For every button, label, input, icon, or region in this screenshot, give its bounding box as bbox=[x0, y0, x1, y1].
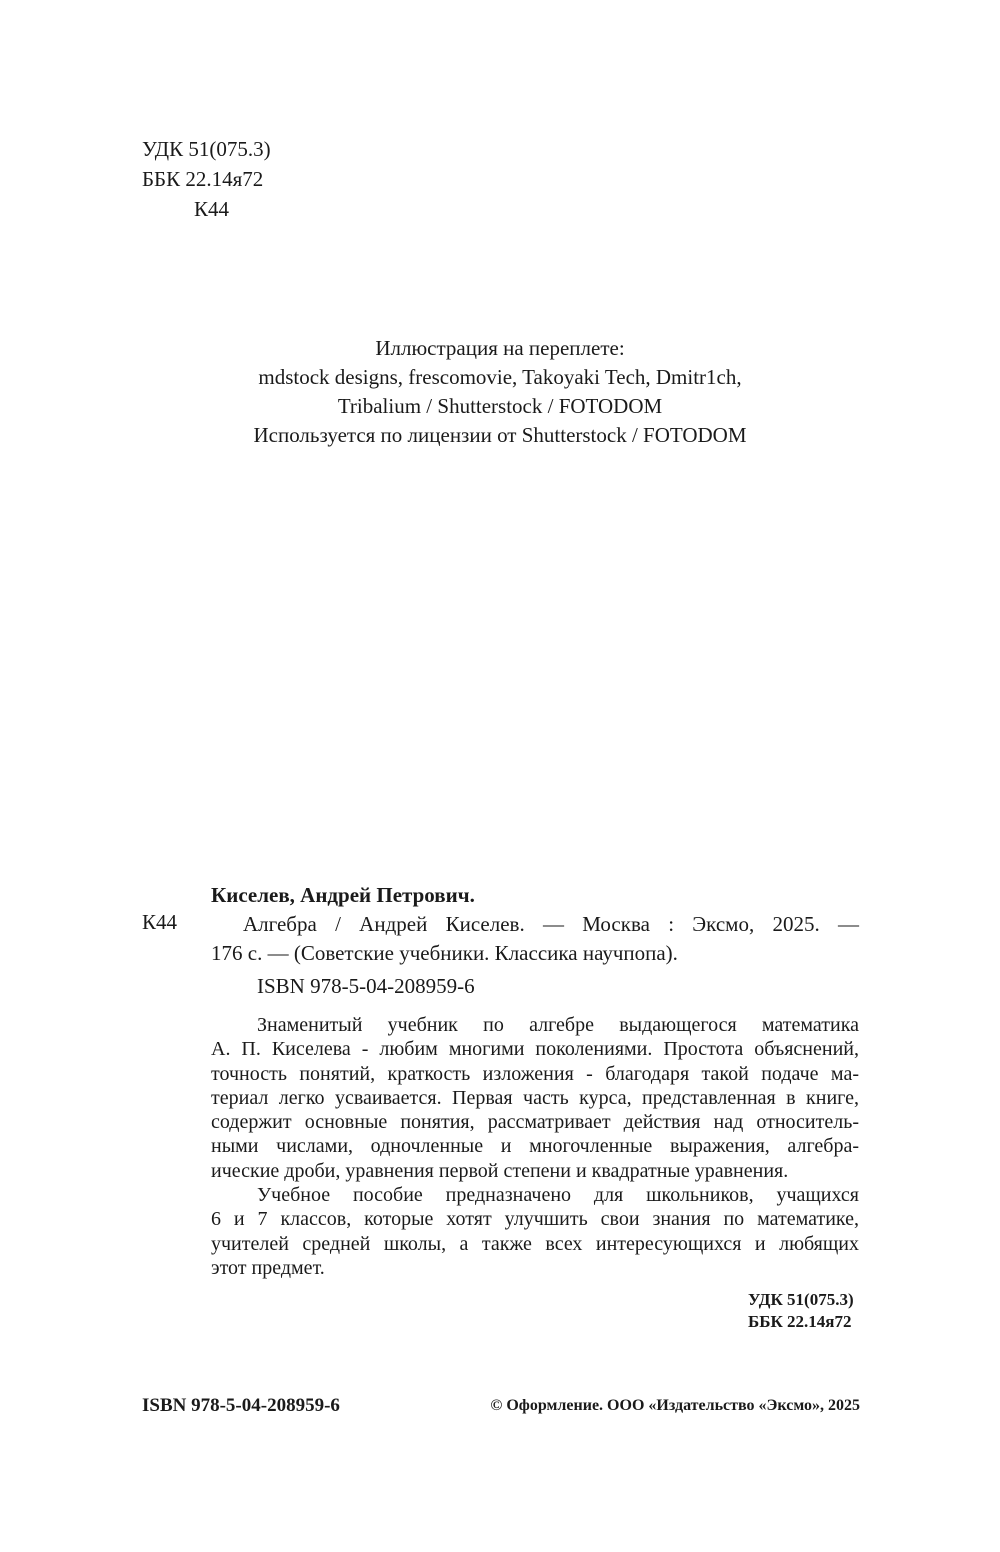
record-isbn: ISBN 978-5-04-208959-6 bbox=[257, 974, 475, 998]
record-margin-mark: К44 bbox=[142, 910, 178, 934]
credits-line: Tribalium / Shutterstock / FOTODOM bbox=[337, 394, 663, 418]
bib-line: Алгебра / Андрей Киселев. — Москва : Эксмо, 2025. — bbox=[243, 912, 859, 936]
annotation-line: териал легко усваивается. Первая часть курса, представленная в книге, bbox=[211, 1086, 859, 1109]
annotation-line: ические дроби, уравнения первой степени и квадратные уравнения. bbox=[211, 1159, 789, 1182]
bbk-code: ББК 22.14я72 bbox=[142, 167, 264, 191]
udk-code: УДК 51(075.3) bbox=[142, 137, 271, 161]
classification-right bbox=[748, 1289, 854, 1333]
annotation-line: 6 и 7 классов, которые хотят улучшить свои знания по математике, bbox=[211, 1208, 859, 1231]
footer-isbn: ISBN 978-5-04-208959-6 bbox=[142, 1395, 340, 1416]
annotation-line: Знаменитый учебник по алгебре выдающегося математика bbox=[257, 1014, 859, 1036]
credits-line: mdstock designs, frescomovie, Takoyaki Tech, Dmitr1ch, bbox=[258, 365, 742, 389]
annotation-line: А. П. Киселева - любим многими поколениями. Простота объяснений, bbox=[211, 1038, 859, 1061]
annotation-line: учителей средней школы, а также всех интересующихся и любящих bbox=[211, 1232, 859, 1255]
annotation-line: содержит основные понятия, рассматривает действия над относитель- bbox=[211, 1111, 859, 1134]
author-mark: К44 bbox=[194, 197, 230, 221]
annotation bbox=[211, 1013, 859, 1280]
illustration-credits bbox=[0, 334, 1000, 450]
annotation-line: этот предмет. bbox=[211, 1256, 325, 1279]
bib-line: 176 с. — (Советские учебники. Классика научпопа). bbox=[211, 941, 678, 965]
annotation-line: точность понятий, краткость изложения - благодаря такой подаче ма- bbox=[211, 1062, 859, 1085]
record-author: Киселев, Андрей Петрович. bbox=[211, 883, 475, 907]
udk-code-right: УДК 51(075.3) bbox=[748, 1290, 854, 1309]
footer-copyright: © Оформление. ООО «Издательство «Эксмо», 2025 bbox=[490, 1397, 860, 1414]
bibliographic-description bbox=[211, 910, 859, 968]
bbk-code-right: ББК 22.14я72 bbox=[748, 1312, 852, 1331]
annotation-line: ными числами, одночленные и многочленные выражения, алгебра- bbox=[211, 1135, 859, 1158]
classification-block bbox=[142, 134, 271, 224]
credits-line: Используется по лицензии от Shutterstock / FOTODOM bbox=[253, 423, 747, 447]
annotation-line: Учебное пособие предназначено для школьников, учащихся bbox=[257, 1184, 859, 1207]
credits-line: Иллюстрация на переплете: bbox=[375, 336, 625, 360]
